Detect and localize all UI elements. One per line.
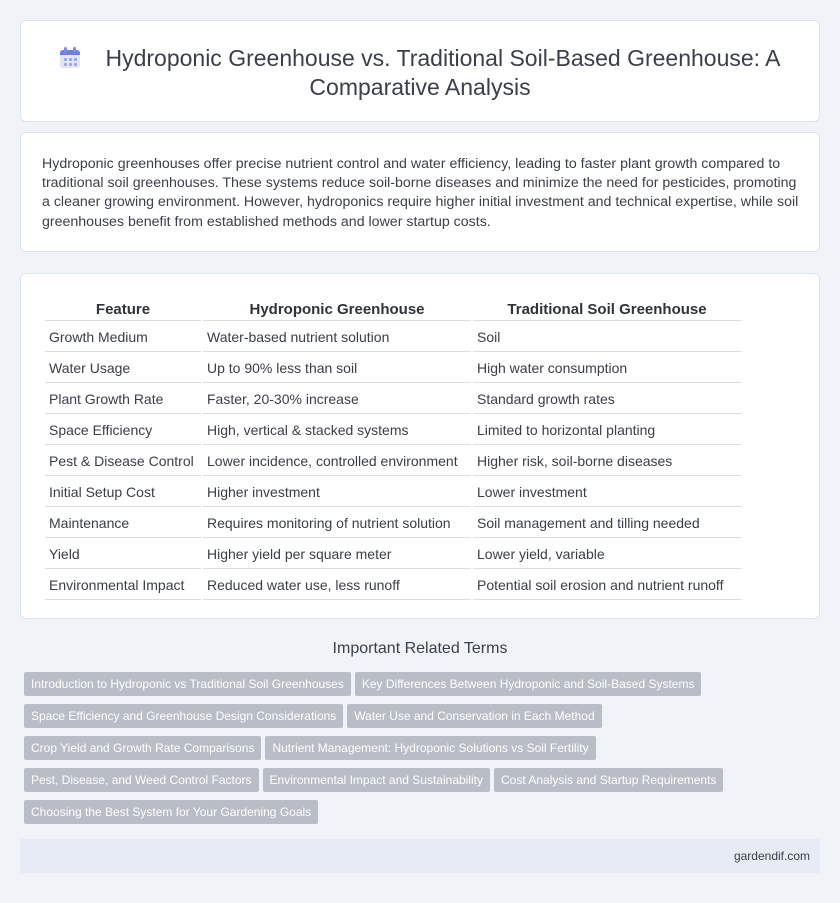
- table-cell: Higher investment: [203, 478, 471, 507]
- table-row: [45, 571, 741, 600]
- related-term-tag[interactable]: Key Differences Between Hydroponic and Soil-Based Systems: [355, 672, 702, 696]
- table-cell: Higher yield per square meter: [203, 540, 471, 569]
- footer-site-link[interactable]: gardendif.com: [733, 849, 810, 863]
- intro-paragraph: Hydroponic greenhouses offer precise nutrient control and water efficiency, leading to faster plant growth compared to traditional soil greenhouses. These systems reduce soil-borne diseases and minimize the need for pesticides, promoting a cleaner growing environment. However, hydroponics require higher initial investment and technical expertise, while soil greenhouses benefit from established methods and lower startup costs.: [42, 156, 799, 230]
- table-row: [45, 323, 741, 352]
- related-term-tag[interactable]: Choosing the Best System for Your Gardening Goals: [24, 800, 318, 824]
- related-terms-title: Important Related Terms: [332, 640, 508, 657]
- table-header-row: [45, 299, 741, 321]
- table-cell: Lower incidence, controlled environment: [203, 447, 471, 476]
- table-cell: Growth Medium: [45, 323, 201, 352]
- related-terms-tags: [24, 672, 744, 832]
- related-term-tag[interactable]: Introduction to Hydroponic vs Traditional Soil Greenhouses: [24, 672, 351, 696]
- page-title: Hydroponic Greenhouse vs. Traditional Soil-Based Greenhouse: A Comparative Analysis: [105, 45, 781, 100]
- header-feature: Feature: [45, 299, 201, 321]
- table-row: [45, 478, 741, 507]
- table-cell: Soil: [473, 323, 741, 352]
- table-cell: Potential soil erosion and nutrient runoff: [473, 571, 741, 600]
- comparison-table-card: [20, 273, 820, 619]
- table-row: [45, 447, 741, 476]
- related-term-tag[interactable]: Nutrient Management: Hydroponic Solutions vs Soil Fertility: [265, 736, 595, 760]
- related-term-tag[interactable]: Crop Yield and Growth Rate Comparisons: [24, 736, 261, 760]
- table-cell: Lower investment: [473, 478, 741, 507]
- header-hydroponic: Hydroponic Greenhouse: [203, 299, 471, 321]
- table-cell: Lower yield, variable: [473, 540, 741, 569]
- table-row: [45, 354, 741, 383]
- related-term-tag[interactable]: Environmental Impact and Sustainability: [263, 768, 490, 792]
- comparison-table: [43, 297, 743, 602]
- table-cell: Standard growth rates: [473, 385, 741, 414]
- related-term-tag[interactable]: Cost Analysis and Startup Requirements: [494, 768, 723, 792]
- header-soil: Traditional Soil Greenhouse: [473, 299, 741, 321]
- related-term-tag[interactable]: Space Efficiency and Greenhouse Design Considerations: [24, 704, 343, 728]
- table-row: [45, 416, 741, 445]
- table-cell: Faster, 20-30% increase: [203, 385, 471, 414]
- table-cell: Initial Setup Cost: [45, 478, 201, 507]
- table-cell: Requires monitoring of nutrient solution: [203, 509, 471, 538]
- table-cell: Reduced water use, less runoff: [203, 571, 471, 600]
- table-cell: Limited to horizontal planting: [473, 416, 741, 445]
- table-cell: Higher risk, soil-borne diseases: [473, 447, 741, 476]
- header-card: [20, 20, 820, 122]
- table-cell: Soil management and tilling needed: [473, 509, 741, 538]
- table-cell: Plant Growth Rate: [45, 385, 201, 414]
- page-title-wrap: [21, 44, 819, 102]
- table-row: [45, 385, 741, 414]
- table-cell: Water Usage: [45, 354, 201, 383]
- table-row: [45, 509, 741, 538]
- related-term-tag[interactable]: Water Use and Conservation in Each Method: [347, 704, 601, 728]
- intro-card: [20, 132, 820, 252]
- table-cell: High water consumption: [473, 354, 741, 383]
- table-row: [45, 540, 741, 569]
- table-cell: Environmental Impact: [45, 571, 201, 600]
- table-cell: Up to 90% less than soil: [203, 354, 471, 383]
- footer: [20, 839, 820, 873]
- related-term-tag[interactable]: Pest, Disease, and Weed Control Factors: [24, 768, 259, 792]
- calendar-icon: [59, 47, 81, 69]
- table-cell: Maintenance: [45, 509, 201, 538]
- table-cell: Yield: [45, 540, 201, 569]
- table-cell: Pest & Disease Control: [45, 447, 201, 476]
- table-cell: Space Efficiency: [45, 416, 201, 445]
- table-cell: Water-based nutrient solution: [203, 323, 471, 352]
- table-cell: High, vertical & stacked systems: [203, 416, 471, 445]
